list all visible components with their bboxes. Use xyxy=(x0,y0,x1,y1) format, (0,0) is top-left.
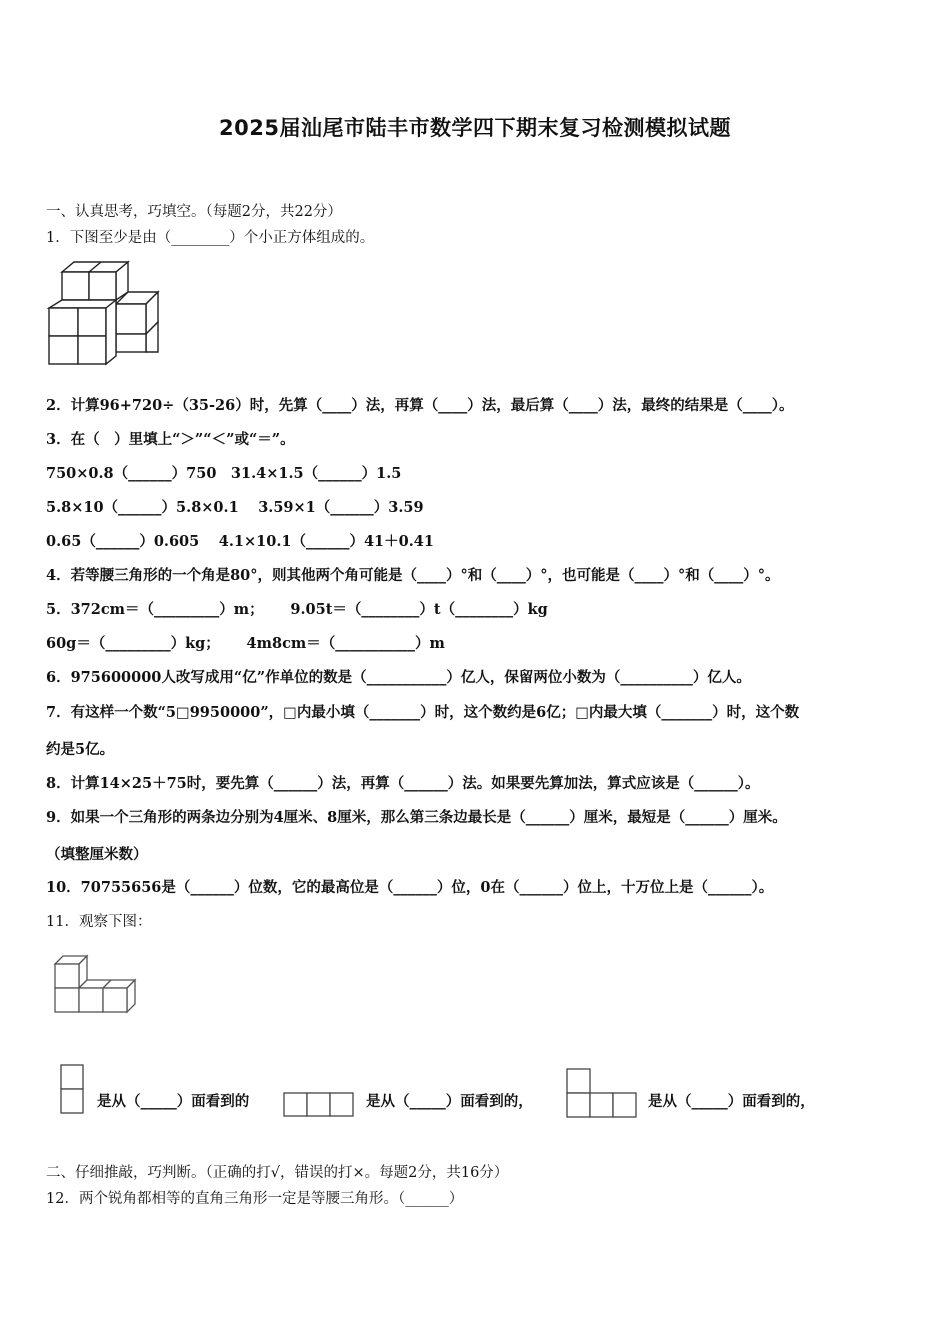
cube-front-face xyxy=(62,272,89,300)
cube-front-face xyxy=(89,272,116,300)
question-8: 8．计算14×25＋75时，要先算（______）法，再算（______）法。如果要先算加法，算式应该是（______）。 xyxy=(46,775,760,792)
cube-front-face xyxy=(116,334,146,352)
cube-front-face xyxy=(49,336,78,364)
question-12: 12．两个锐角都相等的直角三角形一定是等腰三角形。（______） xyxy=(46,1191,464,1207)
view-2-label: 是从（_____）面看到的， xyxy=(366,1093,533,1110)
question-9-line-1: 9．如果一个三角形的两条边分别为4厘米、8厘米，那么第三条边最长是（______）厘米，最短是（______）厘米。 xyxy=(46,809,787,826)
view-2-figure xyxy=(282,1090,356,1120)
question-7-line-1: 7．有这样一个数“5□9950000”，□内最小填（_______）时，这个数约是6亿；□内最大填（_______）时，这个数 xyxy=(46,704,800,721)
cube-front-face xyxy=(116,304,146,334)
cube-front-face xyxy=(78,308,106,336)
cube-side-face xyxy=(106,300,116,364)
question-10: 10．70755656是（______）位数，它的最高位是（______）位，0在（______）位上，十万位上是（______）。 xyxy=(46,879,774,896)
question-2: 2．计算96+720÷（35-26）时，先算（____）法，再算（____）法，最后算（____）法，最终的结果是（____）。 xyxy=(46,397,794,414)
question-3-row-2: 5.8×10（______）5.8×0.1 3.59×1（______）3.59 xyxy=(46,499,424,516)
question-3: 3．在（ ）里填上“＞”“＜”或“＝”。 xyxy=(46,431,295,448)
question-3-row-3: 0.65（______）0.605 4.1×10.1（______）41＋0.41 xyxy=(46,533,434,550)
question-9-line-2: （填整厘米数） xyxy=(46,846,148,863)
question-3-row-1: 750×0.8（______）750 31.4×1.5（______）1.5 xyxy=(46,465,402,482)
cube-top-face xyxy=(49,300,116,308)
view-1-label: 是从（_____）面看到的 xyxy=(97,1093,250,1110)
question-5-row-2: 60g＝（_________）kg； 4m8cm＝（___________）m xyxy=(46,635,445,652)
cube-front-face xyxy=(49,308,78,336)
question-7-line-2: 约是5亿。 xyxy=(46,741,115,758)
question-1: 1．下图至少是由（________）个小正方体组成的。 xyxy=(46,230,375,246)
cube-front-face xyxy=(78,336,106,364)
question-11: 11．观察下图： xyxy=(46,914,152,930)
question-6: 6．975600000人改写成用“亿”作单位的数是（___________）亿人，保留两位小数为（__________）亿人。 xyxy=(46,669,751,686)
page-title: 2025届汕尾市陆丰市数学四下期末复习检测模拟试题 xyxy=(219,116,731,140)
question-5-row-1: 5．372cm＝（_________）m； 9.05t＝（________）t（________）kg xyxy=(46,601,548,618)
question-4: 4．若等腰三角形的一个角是80°，则其他两个角可能是（____）°和（____）°，也可能是（____）°和（____）°。 xyxy=(46,567,780,584)
section-2-heading: 二、仔细推敲，巧判断。（正确的打√，错误的打×。每题2分，共16分） xyxy=(46,1165,509,1181)
view-3-label: 是从（_____）面看到的， xyxy=(648,1093,815,1110)
view-3-figure xyxy=(564,1066,640,1120)
section-1-heading: 一、认真思考，巧填空。（每题2分，共22分） xyxy=(46,204,342,220)
cube-arrangement-figure xyxy=(50,950,142,1020)
cube-stack-figure xyxy=(46,260,166,368)
view-1-figure xyxy=(58,1062,86,1116)
